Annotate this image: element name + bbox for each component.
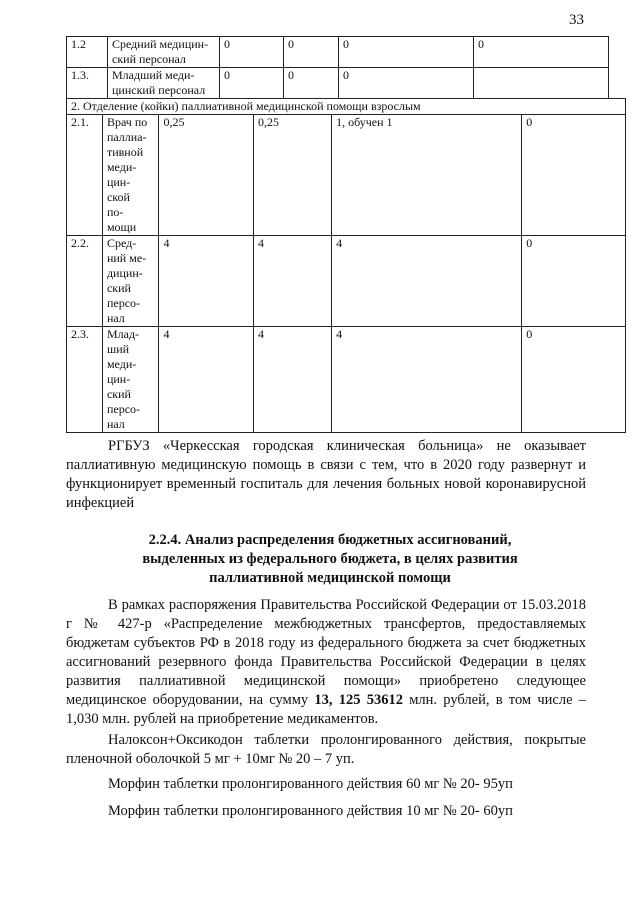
value-cell: 0: [220, 68, 284, 99]
role-label: Врач по паллиа- тивной меди- цин- ской по- мощи: [106, 115, 148, 234]
budget-amount: 13, 125 53612: [314, 692, 404, 708]
table-row: [67, 68, 609, 99]
value-cell: 0: [522, 115, 626, 236]
value-cell: 4: [332, 236, 522, 327]
table-row: [67, 37, 609, 68]
role-label: Младший меди- цинский персонал: [112, 68, 206, 97]
section-heading: 2.2.4. Анализ распределения бюджетных ассигнований, выделенных из федерального бюджета, в целях развития паллиативной медицинской помощи: [142, 532, 518, 586]
row-number: 2.3.: [67, 327, 103, 433]
budget-text-after: млн. рублей, в том числе – 1,030 млн. рублей на приобретение медикаментов.: [66, 692, 586, 727]
staffing-table-palliative: [66, 98, 626, 433]
value-cell: 4: [332, 327, 522, 433]
staffing-table-top: [66, 36, 609, 99]
role-label: Средний медицин- ский персонал: [112, 37, 209, 66]
row-number: 1.3.: [67, 68, 108, 99]
role-cell: [102, 327, 159, 433]
value-cell: 1, обучен 1: [332, 115, 522, 236]
value-cell: 0: [474, 37, 609, 68]
role-cell: [108, 68, 220, 99]
value-cell: 0,25: [254, 115, 332, 236]
page-number: 33: [569, 12, 584, 28]
row-number: 1.2: [67, 37, 108, 68]
role-label: Млад- ший меди- цин- ский персо- нал: [106, 327, 141, 431]
section-title: 2. Отделение (койки) паллиативной медицинской помощи взрослым: [67, 99, 626, 115]
row-number: 2.1.: [67, 115, 103, 236]
paragraph-medication-2: Морфин таблетки пролонгированного действия 60 мг № 20- 95уп: [108, 776, 513, 792]
paragraph-medication-1: Налоксон+Оксикодон таблетки пролонгированного действия, покрытые пленочной оболочкой 5 мг + 10мг № 20 – 7 уп.: [66, 732, 586, 767]
value-cell: 4: [254, 327, 332, 433]
role-cell: [102, 236, 159, 327]
section-row: [67, 99, 626, 115]
row-number: 2.2.: [67, 236, 103, 327]
value-cell: 0: [284, 37, 339, 68]
table-row: [67, 115, 626, 236]
paragraph-medication-3: Морфин таблетки пролонгированного действия 10 мг № 20- 60уп: [108, 803, 513, 819]
budget-text-before: В рамках распоряжения Правительства Российской Федерации от 15.03.2018 г № 427-р «Распределение межбюджетных трансфертов, предоставляемых бюджетам субъектов РФ в 2018 году из федерального бюджета за счет бюджетных ассигнований резервного фонда Правительства Российской Федерации в целях развития паллиативной медицинской помощи» приобретено следующее медицинское оборудовании, на сумму: [66, 597, 586, 708]
value-cell: 4: [159, 236, 254, 327]
role-cell: [108, 37, 220, 68]
value-cell: 0: [522, 236, 626, 327]
paragraph-budget: [66, 596, 586, 729]
value-cell: 0: [339, 37, 474, 68]
value-cell: 0: [284, 68, 339, 99]
value-cell: 0,25: [159, 115, 254, 236]
role-cell: [102, 115, 159, 236]
table-row: [67, 236, 626, 327]
value-cell: 4: [254, 236, 332, 327]
value-cell: 4: [159, 327, 254, 433]
value-cell: 0: [220, 37, 284, 68]
value-cell: [474, 68, 609, 99]
role-label: Сред- ний ме- дицин- ский персо- нал: [106, 236, 147, 325]
value-cell: 0: [339, 68, 474, 99]
table-row: [67, 327, 626, 433]
paragraph-hospital-note: РГБУЗ «Черкесская городская клиническая больница» не оказывает паллиативную медицинскую помощь в связи с тем, что в 2020 году развернут и функционирует временный госпиталь для лечения больных новой коронавирусной инфекцией: [66, 438, 586, 511]
value-cell: 0: [522, 327, 626, 433]
